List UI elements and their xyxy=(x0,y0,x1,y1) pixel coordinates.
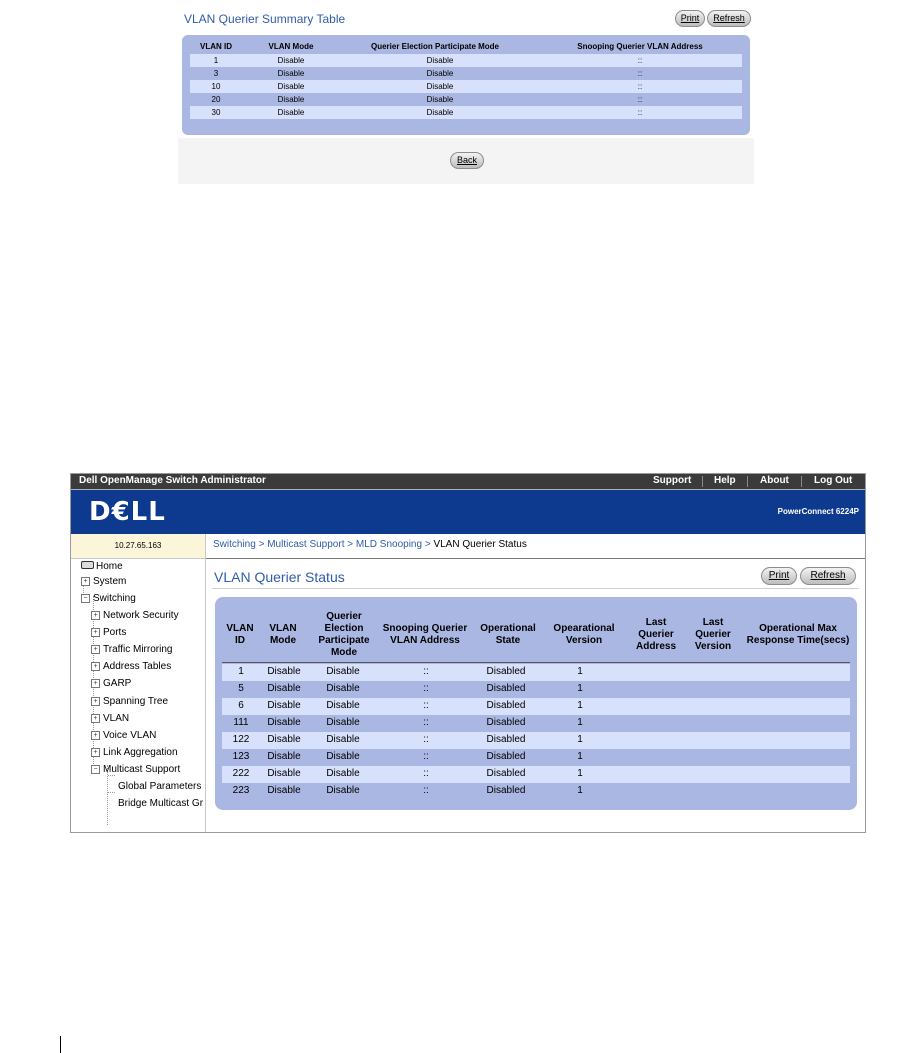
cell-querier-election: Disable xyxy=(326,666,360,677)
sidebar-item-vlan[interactable] xyxy=(91,713,129,724)
ip-address-box xyxy=(71,534,206,559)
summary-refresh-button[interactable]: Refresh xyxy=(707,10,751,27)
cell-querier-election: Disable xyxy=(326,683,360,694)
cell-vlan-id: 123 xyxy=(232,751,250,762)
summary-col-querier-election: Querier Election Participate Mode xyxy=(370,42,500,51)
table-row xyxy=(222,732,850,749)
support-link[interactable]: Support xyxy=(653,475,692,486)
table-row xyxy=(222,749,850,766)
sidebar-item-spanning-tree[interactable] xyxy=(91,696,168,707)
table-row xyxy=(190,67,742,80)
col-operational-version: Opearational Version xyxy=(553,623,615,646)
page-title: VLAN Querier Status xyxy=(214,569,345,585)
table-row xyxy=(222,681,850,698)
sidebar-item-label: Address Tables xyxy=(103,661,172,672)
about-link[interactable]: About xyxy=(760,475,789,486)
cell-vlan-id: 1 xyxy=(238,666,244,677)
sidebar-item-label: Voice VLAN xyxy=(103,730,157,741)
top-bar xyxy=(71,474,865,490)
switch-admin-window xyxy=(70,473,866,833)
collapse-icon[interactable]: − xyxy=(91,765,100,774)
breadcrumb-switching[interactable]: Switching xyxy=(213,539,256,550)
expand-icon[interactable]: + xyxy=(81,577,90,586)
cell-operational-state: Disabled xyxy=(486,666,526,677)
table-row xyxy=(190,93,742,106)
expand-icon[interactable]: + xyxy=(91,662,100,671)
expand-icon[interactable]: + xyxy=(91,714,100,723)
cell-vlan-mode: Disable xyxy=(267,734,301,745)
sidebar-item-bridge-multicast-group[interactable] xyxy=(118,798,203,809)
cell-querier-election: Disable xyxy=(326,717,360,728)
header-divider xyxy=(222,662,850,663)
sidebar-item-global-parameters[interactable] xyxy=(118,781,201,792)
cell-vlan-mode: Disable xyxy=(277,95,305,104)
summary-panel xyxy=(178,6,754,184)
cell-vlan-mode: Disable xyxy=(267,768,301,779)
cell-vlan-id: 30 xyxy=(211,108,221,117)
collapse-icon[interactable]: − xyxy=(81,594,90,603)
sidebar-item-label: System xyxy=(93,576,127,587)
breadcrumb: Switching > Multicast Support > MLD Snooping > VLAN Querier Status xyxy=(206,534,865,559)
cell-querier-election: Disable xyxy=(426,82,454,91)
sidebar-item-label: Global Parameters xyxy=(118,781,202,792)
sidebar-item-switching[interactable] xyxy=(81,593,136,604)
col-operational-state: Operational State xyxy=(480,623,536,646)
brand-banner xyxy=(71,490,865,534)
ip-address: 10.27.65.163 xyxy=(114,541,162,550)
sidebar-item-label: Traffic Mirroring xyxy=(103,644,173,655)
table-row xyxy=(190,54,742,67)
sidebar-item-address-tables[interactable] xyxy=(91,661,171,672)
table-row xyxy=(190,80,742,93)
table-row xyxy=(222,698,850,715)
vlan-querier-status-table xyxy=(215,597,857,810)
cell-vlan-mode: Disable xyxy=(277,56,305,65)
sidebar-item-link-aggregation[interactable] xyxy=(91,747,178,758)
cell-snooping-address: :: xyxy=(423,700,429,711)
cell-vlan-mode: Disable xyxy=(277,108,305,117)
sidebar-item-system[interactable] xyxy=(81,576,126,587)
cell-operational-version: 1 xyxy=(577,717,583,728)
cell-querier-election: Disable xyxy=(326,700,360,711)
sidebar-item-multicast-support[interactable] xyxy=(91,764,180,775)
cell-operational-state: Disabled xyxy=(486,700,526,711)
sidebar-item-label: Ports xyxy=(103,627,127,638)
cell-vlan-mode: Disable xyxy=(267,683,301,694)
cell-vlan-id: 111 xyxy=(233,717,249,728)
cell-querier-election: Disable xyxy=(426,108,454,117)
help-link[interactable]: Help xyxy=(714,475,736,486)
sidebar-item-home[interactable] xyxy=(81,561,123,572)
col-snooping-address: Snooping Querier VLAN Address xyxy=(382,623,468,646)
sidebar-item-traffic-mirroring[interactable] xyxy=(91,644,172,655)
cell-vlan-mode: Disable xyxy=(277,69,305,78)
table-row xyxy=(222,766,850,783)
sidebar-item-voice-vlan[interactable] xyxy=(91,730,156,741)
cell-snooping-address: :: xyxy=(637,108,643,117)
cell-vlan-id: 1 xyxy=(213,56,219,65)
home-icon xyxy=(81,561,94,569)
sidebar-item-garp[interactable] xyxy=(91,678,131,689)
refresh-button[interactable]: Refresh xyxy=(800,567,856,585)
breadcrumb-mld-snooping[interactable]: MLD Snooping xyxy=(355,539,423,550)
expand-icon[interactable]: + xyxy=(91,731,100,740)
sidebar-item-label: Switching xyxy=(93,593,136,604)
cell-snooping-address: :: xyxy=(423,717,429,728)
cell-operational-state: Disabled xyxy=(486,768,526,779)
summary-table xyxy=(182,35,750,135)
title-divider xyxy=(212,588,859,589)
summary-col-vlan-mode: VLAN Mode xyxy=(268,42,314,51)
top-separator xyxy=(801,476,802,487)
col-last-querier-version: Last Querier Version xyxy=(694,617,732,652)
main-content xyxy=(206,559,865,832)
cell-vlan-id: 223 xyxy=(232,785,250,796)
cell-vlan-mode: Disable xyxy=(267,700,301,711)
logout-link[interactable]: Log Out xyxy=(814,475,853,486)
cell-querier-election: Disable xyxy=(326,734,360,745)
sidebar-item-label: Bridge Multicast Gr xyxy=(118,798,204,809)
col-vlan-mode: VLAN Mode xyxy=(269,623,297,646)
cell-operational-state: Disabled xyxy=(486,785,526,796)
cell-vlan-id: 222 xyxy=(232,768,250,779)
col-vlan-id: VLAN ID xyxy=(226,623,254,646)
expand-icon[interactable]: + xyxy=(91,697,100,706)
col-querier-election: Querier Election Participate Mode xyxy=(318,611,370,658)
breadcrumb-current: VLAN Querier Status xyxy=(433,539,527,550)
dell-logo: D€LL xyxy=(89,497,166,527)
cell-vlan-mode: Disable xyxy=(267,785,301,796)
cell-vlan-id: 6 xyxy=(238,700,244,711)
cell-operational-version: 1 xyxy=(577,700,583,711)
top-separator xyxy=(702,476,703,487)
back-button[interactable]: Back xyxy=(450,152,484,169)
cell-operational-state: Disabled xyxy=(486,717,526,728)
expand-icon[interactable]: + xyxy=(91,645,100,654)
cell-operational-version: 1 xyxy=(577,683,583,694)
cell-vlan-id: 122 xyxy=(232,734,250,745)
cell-operational-state: Disabled xyxy=(486,683,526,694)
cell-querier-election: Disable xyxy=(426,56,454,65)
cell-vlan-id: 5 xyxy=(238,683,244,694)
cell-operational-version: 1 xyxy=(577,785,583,796)
cell-snooping-address: :: xyxy=(637,56,643,65)
cell-vlan-id: 10 xyxy=(211,82,221,91)
cell-vlan-mode: Disable xyxy=(267,717,301,728)
device-model: PowerConnect 6224P xyxy=(777,507,859,516)
cell-operational-state: Disabled xyxy=(486,751,526,762)
cell-querier-election: Disable xyxy=(326,785,360,796)
cell-snooping-address: :: xyxy=(423,751,429,762)
cell-vlan-mode: Disable xyxy=(267,666,301,677)
summary-title: VLAN Querier Summary Table xyxy=(184,12,346,26)
cell-snooping-address: :: xyxy=(423,734,429,745)
expand-icon[interactable]: + xyxy=(91,679,100,688)
table-row xyxy=(190,106,742,119)
cell-querier-election: Disable xyxy=(426,95,454,104)
sidebar-item-label: Link Aggregation xyxy=(103,747,178,758)
sidebar-item-network-security[interactable] xyxy=(91,610,179,621)
cell-vlan-mode: Disable xyxy=(267,751,301,762)
cell-querier-election: Disable xyxy=(326,768,360,779)
sidebar-item-label: GARP xyxy=(103,678,132,689)
cell-snooping-address: :: xyxy=(637,69,643,78)
sidebar-item-ports[interactable] xyxy=(91,627,126,638)
sidebar-item-label: Network Security xyxy=(103,610,179,621)
summary-print-button[interactable]: Print xyxy=(675,10,705,27)
cell-snooping-address: :: xyxy=(423,785,429,796)
cell-operational-version: 1 xyxy=(577,666,583,677)
expand-icon[interactable]: + xyxy=(91,748,100,757)
col-last-querier-address: Last Querier Address xyxy=(635,617,676,652)
nav-tree xyxy=(71,559,206,832)
cell-operational-version: 1 xyxy=(577,734,583,745)
print-button[interactable]: Print xyxy=(761,567,797,585)
app-title: Dell OpenManage Switch Administrator xyxy=(79,475,266,486)
cell-snooping-address: :: xyxy=(637,95,643,104)
sidebar-item-label: VLAN xyxy=(103,713,130,724)
cell-operational-state: Disabled xyxy=(486,734,526,745)
cell-snooping-address: :: xyxy=(423,666,429,677)
sidebar-item-label: Spanning Tree xyxy=(103,696,169,707)
breadcrumb-multicast-support[interactable]: Multicast Support xyxy=(267,539,345,550)
cell-operational-version: 1 xyxy=(577,768,583,779)
top-separator xyxy=(747,476,748,487)
expand-icon[interactable]: + xyxy=(91,611,100,620)
cell-vlan-mode: Disable xyxy=(277,82,305,91)
col-max-response-time: Operational Max Response Time(secs) xyxy=(746,623,850,646)
cell-operational-version: 1 xyxy=(577,751,583,762)
cell-vlan-id: 20 xyxy=(211,95,221,104)
cell-snooping-address: :: xyxy=(637,82,643,91)
sidebar-item-label: Multicast Support xyxy=(103,764,181,775)
cell-querier-election: Disable xyxy=(426,69,454,78)
page-margin-bar xyxy=(60,1036,61,1053)
summary-col-snooping-address: Snooping Querier VLAN Address xyxy=(577,42,703,51)
table-row xyxy=(222,715,850,732)
cell-querier-election: Disable xyxy=(326,751,360,762)
cell-vlan-id: 3 xyxy=(213,69,219,78)
cell-snooping-address: :: xyxy=(423,768,429,779)
cell-snooping-address: :: xyxy=(423,683,429,694)
summary-col-vlan-id: VLAN ID xyxy=(200,42,232,51)
table-row xyxy=(222,664,850,681)
sidebar-item-label: Home xyxy=(96,561,123,572)
table-row xyxy=(222,783,850,800)
expand-icon[interactable]: + xyxy=(91,628,100,637)
